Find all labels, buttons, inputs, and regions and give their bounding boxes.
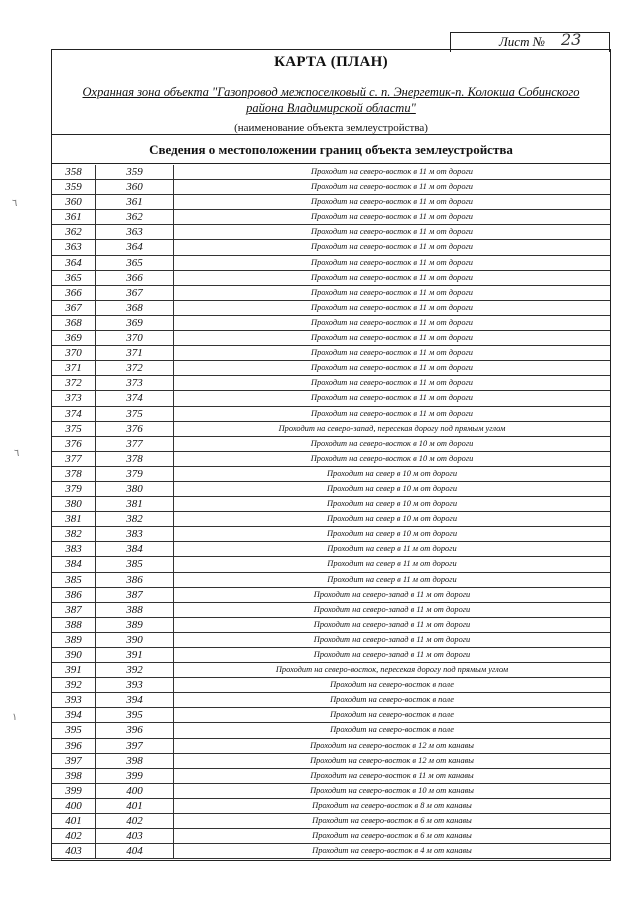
table-row <box>52 422 610 437</box>
point-to-cell: 384 <box>96 542 174 556</box>
boundary-description-cell: Проходит на северо-восток в 11 м от дороги <box>311 242 473 252</box>
point-from-cell: 400 <box>52 799 96 813</box>
point-from-cell: 375 <box>52 422 96 436</box>
boundary-description-cell: Проходит на северо-восток в поле <box>330 695 454 705</box>
point-from-cell: 403 <box>52 844 96 858</box>
point-from-cell: 359 <box>52 180 96 194</box>
table-row <box>52 180 610 195</box>
point-to-cell: 370 <box>96 331 174 345</box>
point-from-cell: 386 <box>52 588 96 602</box>
table-row <box>52 754 610 769</box>
point-from-cell: 382 <box>52 527 96 541</box>
table-row <box>52 769 610 784</box>
point-from-cell: 371 <box>52 361 96 375</box>
boundary-description-cell: Проходит на северо-запад в 11 м от дороги <box>313 619 471 629</box>
point-from-cell: 402 <box>52 829 96 843</box>
point-from-cell: 378 <box>52 467 96 481</box>
point-to-cell: 368 <box>96 301 174 315</box>
point-to-cell: 392 <box>96 663 174 677</box>
point-from-cell: 399 <box>52 784 96 798</box>
table-row <box>52 301 610 316</box>
margin-mark: ٦ <box>14 448 20 459</box>
table-row <box>52 271 610 286</box>
point-from-cell: 362 <box>52 225 96 239</box>
table-row <box>52 588 610 603</box>
boundary-description-cell: Проходит на северо-запад в 11 м от дороги <box>313 604 471 614</box>
point-from-cell: 370 <box>52 346 96 360</box>
document-frame <box>51 49 611 861</box>
boundary-description-cell: Проходит на северо-восток в 11 м от дороги <box>311 348 473 358</box>
boundary-description-cell: Проходит на северо-восток в 8 м от канавы <box>312 800 472 810</box>
point-from-cell: 387 <box>52 603 96 617</box>
boundary-description-cell: Проходит на северо-запад в 11 м от дороги <box>313 650 471 659</box>
point-from-cell: 384 <box>52 557 96 571</box>
point-to-cell: 366 <box>96 271 174 285</box>
sheet-label: Лист № <box>499 34 545 49</box>
boundary-description-cell: Проходит на северо-восток в 11 м от дороги <box>311 212 473 222</box>
boundary-description-cell: Проходит на северо-восток в 11 м от дороги <box>311 378 473 388</box>
point-from-cell: 385 <box>52 573 96 587</box>
point-to-cell: 398 <box>96 754 174 768</box>
point-to-cell: 386 <box>96 573 174 587</box>
boundary-description-cell: Проходит на северо-восток, пересекая дорогу под прямым углом <box>275 665 509 675</box>
table-row <box>52 527 610 542</box>
boundary-description-cell: Проходит на северо-восток в поле <box>330 725 454 735</box>
table-row <box>52 165 610 180</box>
table-row <box>52 452 610 467</box>
table-row <box>52 799 610 814</box>
point-from-cell: 372 <box>52 376 96 390</box>
boundary-description-cell: Проходит на северо-восток в 11 м от дороги <box>311 197 473 207</box>
point-to-cell: 389 <box>96 618 174 632</box>
table-row <box>52 708 610 723</box>
point-to-cell: 387 <box>96 588 174 602</box>
point-to-cell: 400 <box>96 784 174 798</box>
point-to-cell: 369 <box>96 316 174 330</box>
point-from-cell: 398 <box>52 769 96 783</box>
point-from-cell: 380 <box>52 497 96 511</box>
table-row <box>52 784 610 799</box>
table-row <box>52 467 610 482</box>
table-row <box>52 557 610 572</box>
boundary-description-cell: Проходит на северо-запад в 11 м от дороги <box>313 589 471 599</box>
boundary-description-cell: Проходит на север в 11 м от дороги <box>327 574 457 584</box>
table-row <box>52 723 610 738</box>
table-row <box>52 648 610 663</box>
point-to-cell: 374 <box>96 391 174 405</box>
point-from-cell: 383 <box>52 542 96 556</box>
table-row <box>52 829 610 844</box>
point-to-cell: 362 <box>96 210 174 224</box>
boundary-description-cell: Проходит на северо-восток в 11 м от дороги <box>311 317 473 327</box>
section-title: Сведения о местоположении границ объекта землеустройства <box>52 134 610 164</box>
point-from-cell: 367 <box>52 301 96 315</box>
point-to-cell: 367 <box>96 286 174 300</box>
boundary-description-cell: Проходит на северо-восток в 4 м от канавы <box>312 846 472 856</box>
boundary-description-cell: Проходит на северо-восток в 11 м от дороги <box>311 302 473 312</box>
point-from-cell: 358 <box>52 165 96 179</box>
point-from-cell: 361 <box>52 210 96 224</box>
boundary-description-cell: Проходит на северо-восток в 11 м от дороги <box>311 272 473 282</box>
point-from-cell: 360 <box>52 195 96 209</box>
table-row <box>52 195 610 210</box>
boundary-description-cell: Проходит на северо-восток в 11 м от дороги <box>311 257 473 267</box>
boundary-description-cell: Проходит на северо-восток в 11 м от дороги <box>311 182 473 192</box>
point-to-cell: 371 <box>96 346 174 360</box>
boundary-description-cell: Проходит на север в 10 м от дороги <box>326 529 458 539</box>
table-row <box>52 346 610 361</box>
table-row <box>52 512 610 527</box>
sheet-number: 23 <box>561 30 582 49</box>
point-to-cell: 396 <box>96 723 174 737</box>
point-from-cell: 366 <box>52 286 96 300</box>
point-to-cell: 378 <box>96 452 174 466</box>
point-from-cell: 364 <box>52 256 96 270</box>
table-row <box>52 391 610 406</box>
point-from-cell: 388 <box>52 618 96 632</box>
boundary-description-cell: Проходит на север в 10 м от дороги <box>326 499 458 509</box>
table-row <box>52 437 610 452</box>
boundary-description-cell: Проходит на северо-восток в 11 м от дороги <box>311 167 473 176</box>
point-to-cell: 404 <box>96 844 174 858</box>
point-from-cell: 363 <box>52 240 96 254</box>
table-row <box>52 693 610 708</box>
boundary-description-cell: Проходит на северо-восток в 10 м от дороги <box>310 453 474 463</box>
table-row <box>52 331 610 346</box>
table-row <box>52 210 610 225</box>
point-to-cell: 402 <box>96 814 174 828</box>
table-row <box>52 482 610 497</box>
point-from-cell: 381 <box>52 512 96 526</box>
table-row <box>52 497 610 512</box>
point-from-cell: 373 <box>52 391 96 405</box>
point-from-cell: 374 <box>52 407 96 421</box>
boundary-description-cell: Проходит на северо-запад, пересекая дорогу под прямым углом <box>278 423 506 433</box>
point-to-cell: 388 <box>96 603 174 617</box>
point-to-cell: 395 <box>96 708 174 722</box>
table-row <box>52 573 610 588</box>
boundary-description-cell: Проходит на северо-запад в 11 м от дороги <box>313 634 471 644</box>
boundary-table <box>52 165 610 859</box>
margin-mark: ٦ <box>12 198 18 209</box>
point-from-cell: 390 <box>52 648 96 662</box>
boundary-description-cell: Проходит на северо-восток в 6 м от канавы <box>312 816 472 826</box>
boundary-description-cell: Проходит на северо-восток в 11 м от дороги <box>311 333 473 343</box>
point-from-cell: 376 <box>52 437 96 451</box>
boundary-description-cell: Проходит на северо-восток в 12 м от канавы <box>310 755 474 765</box>
point-to-cell: 375 <box>96 407 174 421</box>
point-to-cell: 365 <box>96 256 174 270</box>
table-row <box>52 225 610 240</box>
boundary-description-cell: Проходит на северо-восток в поле <box>330 710 454 720</box>
boundary-description-cell: Проходит на север в 10 м от дороги <box>326 483 458 493</box>
point-to-cell: 377 <box>96 437 174 451</box>
point-from-cell: 368 <box>52 316 96 330</box>
point-from-cell: 377 <box>52 452 96 466</box>
point-to-cell: 372 <box>96 361 174 375</box>
table-row <box>52 240 610 255</box>
point-to-cell: 401 <box>96 799 174 813</box>
point-to-cell: 393 <box>96 678 174 692</box>
point-from-cell: 396 <box>52 739 96 753</box>
table-row <box>52 663 610 678</box>
point-from-cell: 365 <box>52 271 96 285</box>
point-to-cell: 379 <box>96 467 174 481</box>
point-to-cell: 397 <box>96 739 174 753</box>
point-to-cell: 364 <box>96 240 174 254</box>
table-row <box>52 376 610 391</box>
boundary-description-cell: Проходит на север в 10 м от дороги <box>326 468 458 478</box>
point-to-cell: 381 <box>96 497 174 511</box>
point-from-cell: 394 <box>52 708 96 722</box>
boundary-description-cell: Проходит на северо-восток в 11 м от дороги <box>311 287 473 297</box>
table-row <box>52 361 610 376</box>
boundary-description-cell: Проходит на север в 10 м от дороги <box>326 514 458 524</box>
table-row <box>52 316 610 331</box>
point-to-cell: 383 <box>96 527 174 541</box>
boundary-description-cell: Проходит на северо-восток в 11 м от канавы <box>310 770 474 780</box>
object-caption: (наименование объекта землеустройства) <box>234 122 428 134</box>
point-from-cell: 379 <box>52 482 96 496</box>
object-name: Охранная зона объекта "Газопровод межпоселковый с. п. Энергетик-п. Колокша Собинского района Владимирской области" <box>82 85 580 115</box>
table-row <box>52 618 610 633</box>
table-row <box>52 814 610 829</box>
point-from-cell: 393 <box>52 693 96 707</box>
table-row <box>52 256 610 271</box>
point-to-cell: 376 <box>96 422 174 436</box>
point-to-cell: 385 <box>96 557 174 571</box>
table-row <box>52 542 610 557</box>
table-row <box>52 739 610 754</box>
point-to-cell: 363 <box>96 225 174 239</box>
boundary-description-cell: Проходит на северо-восток в 11 м от дороги <box>311 227 473 237</box>
point-from-cell: 401 <box>52 814 96 828</box>
table-row <box>52 603 610 618</box>
boundary-description-cell: Проходит на северо-восток в поле <box>330 680 454 690</box>
point-to-cell: 359 <box>96 165 174 179</box>
point-to-cell: 390 <box>96 633 174 647</box>
point-to-cell: 399 <box>96 769 174 783</box>
table-row <box>52 633 610 648</box>
point-from-cell: 369 <box>52 331 96 345</box>
table-row <box>52 678 610 693</box>
point-to-cell: 361 <box>96 195 174 209</box>
point-to-cell: 394 <box>96 693 174 707</box>
point-to-cell: 360 <box>96 180 174 194</box>
boundary-description-cell: Проходит на север в 11 м от дороги <box>327 544 457 554</box>
boundary-description-cell: Проходит на северо-восток в 12 м от канавы <box>310 740 474 750</box>
margin-mark: ١ <box>12 712 18 723</box>
table-row <box>52 407 610 422</box>
boundary-description-cell: Проходит на северо-восток в 11 м от дороги <box>311 393 473 403</box>
point-to-cell: 382 <box>96 512 174 526</box>
point-to-cell: 380 <box>96 482 174 496</box>
point-to-cell: 373 <box>96 376 174 390</box>
point-from-cell: 391 <box>52 663 96 677</box>
boundary-description-cell: Проходит на северо-восток в 11 м от дороги <box>311 408 473 418</box>
point-from-cell: 395 <box>52 723 96 737</box>
table-row <box>52 844 610 859</box>
point-to-cell: 403 <box>96 829 174 843</box>
boundary-description-cell: Проходит на северо-восток в 6 м от канавы <box>312 831 472 841</box>
boundary-description-cell: Проходит на север в 11 м от дороги <box>327 559 457 569</box>
point-to-cell: 391 <box>96 648 174 662</box>
boundary-description-cell: Проходит на северо-восток в 10 м от канавы <box>310 785 474 795</box>
point-from-cell: 397 <box>52 754 96 768</box>
boundary-description-cell: Проходит на северо-восток в 10 м от дороги <box>310 438 474 448</box>
point-from-cell: 389 <box>52 633 96 647</box>
boundary-description-cell: Проходит на северо-восток в 11 м от дороги <box>311 363 473 373</box>
point-from-cell: 392 <box>52 678 96 692</box>
table-row <box>52 286 610 301</box>
document-title: КАРТА (ПЛАН) <box>274 54 388 70</box>
